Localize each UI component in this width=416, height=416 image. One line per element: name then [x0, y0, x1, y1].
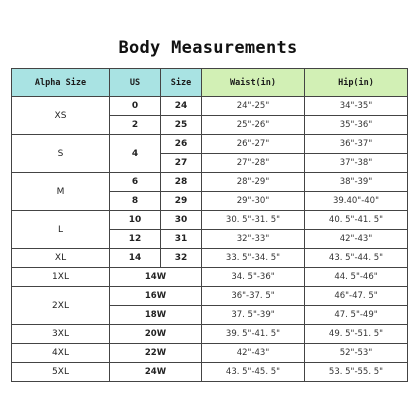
table-row — [12, 173, 408, 192]
alpha-size-cell: 1XL — [12, 268, 110, 287]
waist-cell: 33. 5"-34. 5" — [202, 249, 305, 268]
hip-cell: 49. 5"-51. 5" — [305, 325, 408, 344]
waist-cell: 24"-25" — [202, 97, 305, 116]
table-row — [12, 211, 408, 230]
size-cell: 27 — [161, 154, 202, 173]
size-cell: 32 — [161, 249, 202, 268]
plus-size-cell: 24W — [110, 363, 202, 382]
waist-cell: 34. 5"-36" — [202, 268, 305, 287]
waist-cell: 30. 5"-31. 5" — [202, 211, 305, 230]
table-row — [12, 135, 408, 154]
size-cell: 26 — [161, 135, 202, 154]
hip-cell: 35"-36" — [305, 116, 408, 135]
alpha-size-cell: 5XL — [12, 363, 110, 382]
waist-cell: 29"-30" — [202, 192, 305, 211]
table-row — [12, 363, 408, 382]
alpha-size-cell: 4XL — [12, 344, 110, 363]
waist-cell: 42"-43" — [202, 344, 305, 363]
header-us: US — [110, 69, 161, 97]
hip-cell: 46"-47. 5" — [305, 287, 408, 306]
hip-cell: 44. 5"-46" — [305, 268, 408, 287]
waist-cell: 43. 5"-45. 5" — [202, 363, 305, 382]
plus-size-cell: 22W — [110, 344, 202, 363]
table-row — [12, 249, 408, 268]
us-size-cell: 2 — [110, 116, 161, 135]
alpha-size-cell: L — [12, 211, 110, 249]
hip-cell: 38"-39" — [305, 173, 408, 192]
table-row — [12, 325, 408, 344]
hip-cell: 40. 5"-41. 5" — [305, 211, 408, 230]
size-cell: 28 — [161, 173, 202, 192]
us-size-cell: 4 — [110, 135, 161, 173]
measurements-table — [11, 68, 408, 382]
table-row — [12, 97, 408, 116]
size-cell: 24 — [161, 97, 202, 116]
us-size-cell: 6 — [110, 173, 161, 192]
us-size-cell: 8 — [110, 192, 161, 211]
header-hip: Hip(in) — [305, 69, 408, 97]
hip-cell: 37"-38" — [305, 154, 408, 173]
hip-cell: 34"-35" — [305, 97, 408, 116]
table-row — [12, 268, 408, 287]
alpha-size-cell: 3XL — [12, 325, 110, 344]
size-cell: 29 — [161, 192, 202, 211]
plus-size-cell: 20W — [110, 325, 202, 344]
alpha-size-cell: 2XL — [12, 287, 110, 325]
plus-size-cell: 14W — [110, 268, 202, 287]
size-cell: 25 — [161, 116, 202, 135]
us-size-cell: 0 — [110, 97, 161, 116]
size-cell: 31 — [161, 230, 202, 249]
waist-cell: 27"-28" — [202, 154, 305, 173]
page-title: Body Measurements — [118, 38, 298, 58]
hip-cell: 43. 5"-44. 5" — [305, 249, 408, 268]
table-row — [12, 287, 408, 306]
header-waist: Waist(in) — [202, 69, 305, 97]
hip-cell: 42"-43" — [305, 230, 408, 249]
hip-cell: 36"-37" — [305, 135, 408, 154]
plus-size-cell: 18W — [110, 306, 202, 325]
alpha-size-cell: S — [12, 135, 110, 173]
us-size-cell: 14 — [110, 249, 161, 268]
waist-cell: 37. 5"-39" — [202, 306, 305, 325]
hip-cell: 52"-53" — [305, 344, 408, 363]
waist-cell: 39. 5"-41. 5" — [202, 325, 305, 344]
table-row — [12, 344, 408, 363]
us-size-cell: 12 — [110, 230, 161, 249]
hip-cell: 53. 5"-55. 5" — [305, 363, 408, 382]
hip-cell: 47. 5"-49" — [305, 306, 408, 325]
waist-cell: 26"-27" — [202, 135, 305, 154]
plus-size-cell: 16W — [110, 287, 202, 306]
waist-cell: 25"-26" — [202, 116, 305, 135]
hip-cell: 39.40"-40" — [305, 192, 408, 211]
waist-cell: 36"-37. 5" — [202, 287, 305, 306]
header-alpha-size: Alpha Size — [12, 69, 110, 97]
alpha-size-cell: M — [12, 173, 110, 211]
alpha-size-cell: XL — [12, 249, 110, 268]
header-size: Size — [161, 69, 202, 97]
table-header-row — [12, 69, 408, 97]
alpha-size-cell: XS — [12, 97, 110, 135]
size-cell: 30 — [161, 211, 202, 230]
us-size-cell: 10 — [110, 211, 161, 230]
waist-cell: 32"-33" — [202, 230, 305, 249]
waist-cell: 28"-29" — [202, 173, 305, 192]
